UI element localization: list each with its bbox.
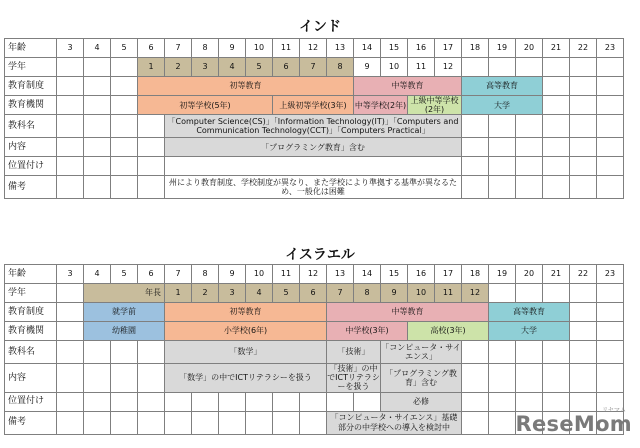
content-tech: 「技術」の中でICTリテラシーを扱う [327, 364, 380, 392]
age-cell: 3 [57, 265, 84, 284]
india-system-row [5, 77, 624, 96]
resemom-logo: ReseMom [515, 412, 632, 436]
position-value [165, 157, 462, 176]
grade-cell: 2 [192, 284, 219, 303]
age-cell: 15 [381, 39, 408, 58]
content-cs: 「プログラミング教育」含む [381, 364, 462, 393]
age-cell: 6 [138, 39, 165, 58]
grade-cell: 6 [300, 284, 327, 303]
grade-cell: 8 [327, 58, 354, 77]
inst-kindergarten: 幼稚園 [84, 322, 165, 341]
grade-cell: 9 [381, 284, 408, 303]
grade-cell: 2 [165, 58, 192, 77]
age-cell: 9 [219, 265, 246, 284]
content-math: 「数学」の中でICTリテラシーを扱う [165, 364, 327, 393]
system-primary: 初等教育 [165, 303, 327, 322]
grade-cell: 7 [327, 284, 354, 303]
subject-cs: 「コンピュータ・サイエンス」 [381, 341, 462, 364]
age-cell: 14 [354, 39, 381, 58]
grade-cell: 11 [435, 284, 462, 303]
note-label: 備考 [5, 176, 57, 199]
age-cell: 17 [435, 265, 462, 284]
grade-cell: 12 [462, 284, 489, 303]
age-cell: 13 [327, 265, 354, 284]
content-label: 内容 [5, 364, 57, 393]
age-cell: 23 [597, 265, 624, 284]
subject-math: 「数学」 [165, 341, 327, 364]
india-subject-row [5, 115, 624, 138]
india-note-row [5, 176, 624, 199]
grade-cell: 5 [246, 58, 273, 77]
subject-label: 教科名 [5, 341, 57, 364]
watermark-sub: リセマム [602, 407, 626, 414]
grade-cell: 9 [354, 58, 381, 77]
inst-university: 大学 [489, 322, 570, 341]
grade-label: 学年 [5, 284, 57, 303]
age-cell: 4 [84, 39, 111, 58]
age-cell: 20 [516, 39, 543, 58]
grade-cell: 1 [138, 58, 165, 77]
age-cell: 19 [489, 39, 516, 58]
system-label: 教育制度 [5, 303, 57, 322]
grade-cell: 10 [408, 284, 435, 303]
age-cell: 7 [165, 39, 192, 58]
inst-primary-school: 初等学校(5年) [138, 96, 273, 115]
age-cell: 5 [111, 39, 138, 58]
india-position-row [5, 157, 624, 176]
inst-elementary-school: 小学校(6年) [165, 322, 327, 341]
age-cell: 20 [516, 265, 543, 284]
age-cell: 5 [111, 265, 138, 284]
grade-cell: 4 [219, 58, 246, 77]
grade-cell: 1 [165, 284, 192, 303]
grade-cell: 6 [273, 58, 300, 77]
position-label: 位置付け [5, 157, 57, 176]
israel-content-row [5, 364, 624, 393]
age-cell: 18 [462, 39, 489, 58]
india-content-row [5, 138, 624, 157]
inst-middle-school: 中学校(3年) [327, 322, 408, 341]
grade-cell: 12 [435, 58, 462, 77]
israel-age-row [5, 265, 624, 284]
age-cell: 15 [381, 265, 408, 284]
age-cell: 21 [543, 265, 570, 284]
age-cell: 11 [273, 39, 300, 58]
israel-grade-row [5, 284, 624, 303]
grade-cell: 3 [192, 58, 219, 77]
grade-cell: 3 [219, 284, 246, 303]
note-label: 備考 [5, 411, 57, 434]
age-cell: 7 [165, 265, 192, 284]
age-cell: 6 [138, 265, 165, 284]
subject-label: 教科名 [5, 115, 57, 138]
system-higher: 高等教育 [462, 77, 543, 96]
age-cell: 3 [57, 39, 84, 58]
age-cell: 10 [246, 39, 273, 58]
grade-cell: 7 [300, 58, 327, 77]
subject-tech: 「技術」 [327, 341, 381, 364]
system-primary: 初等教育 [138, 77, 354, 96]
india-age-row [5, 39, 624, 58]
grade-cell: 8 [354, 284, 381, 303]
age-cell: 13 [327, 39, 354, 58]
india-title: インド [299, 19, 341, 35]
age-cell: 22 [570, 265, 597, 284]
system-secondary: 中等教育 [354, 77, 462, 96]
age-cell: 18 [462, 265, 489, 284]
system-preschool: 就学前 [84, 303, 165, 322]
grade-cell: 10 [381, 58, 408, 77]
age-cell: 4 [84, 265, 111, 284]
age-label: 年齢 [5, 39, 57, 58]
inst-high-school: 高校(3年) [408, 322, 489, 341]
system-higher: 高等教育 [489, 303, 570, 322]
age-cell: 19 [489, 265, 516, 284]
age-cell: 22 [570, 39, 597, 58]
kindergarten-senior: 年長 [84, 284, 165, 303]
age-cell: 17 [435, 39, 462, 58]
subject-value: 「Computer Science(CS)」「Information Technology(IT)」「Computers and Communication Technology(CCT)」「Computers Practical」 [165, 115, 462, 138]
inst-upper-primary-school: 上級初等学校(3年) [273, 96, 354, 115]
note-value: 州により教育制度、学校制度が異なり、また学校により準拠する基準が異なるため、一般化は困難 [165, 176, 462, 199]
position-label: 位置付け [5, 392, 57, 411]
grade-cell: 4 [246, 284, 273, 303]
age-label: 年齢 [5, 265, 57, 284]
israel-system-row [5, 303, 624, 322]
institution-label: 教育機関 [5, 96, 57, 115]
israel-institution-row [5, 322, 624, 341]
system-label: 教育制度 [5, 77, 57, 96]
system-secondary: 中等教育 [327, 303, 489, 322]
india-grade-row [5, 58, 624, 77]
age-cell: 9 [219, 39, 246, 58]
age-cell: 12 [300, 265, 327, 284]
age-cell: 16 [408, 265, 435, 284]
age-cell: 10 [246, 265, 273, 284]
age-cell: 16 [408, 39, 435, 58]
content-label: 内容 [5, 138, 57, 157]
inst-upper-secondary-school: 上級中等学校(2年) [408, 96, 462, 115]
grade-cell: 11 [408, 58, 435, 77]
israel-position-row [5, 392, 624, 411]
age-cell: 11 [273, 265, 300, 284]
note-value: 「コンピュータ・サイエンス」基礎部分の中学校への導入を検討中 [327, 411, 462, 434]
age-cell: 8 [192, 39, 219, 58]
india-institution-row [5, 96, 624, 115]
israel-subject-row [5, 341, 624, 364]
grade-cell: 5 [273, 284, 300, 303]
india-table [4, 38, 624, 199]
position-value: 必修 [381, 392, 462, 411]
israel-title: イスラエル [285, 247, 355, 263]
inst-secondary-school: 中等学校(2年) [354, 96, 408, 115]
age-cell: 14 [354, 265, 381, 284]
inst-university: 大学 [462, 96, 543, 115]
age-cell: 8 [192, 265, 219, 284]
content-value: 「プログラミング教育」含む [165, 138, 462, 157]
grade-label: 学年 [5, 58, 57, 77]
age-cell: 23 [597, 39, 624, 58]
israel-table [4, 264, 624, 435]
age-cell: 21 [543, 39, 570, 58]
institution-label: 教育機関 [5, 322, 57, 341]
age-cell: 12 [300, 39, 327, 58]
